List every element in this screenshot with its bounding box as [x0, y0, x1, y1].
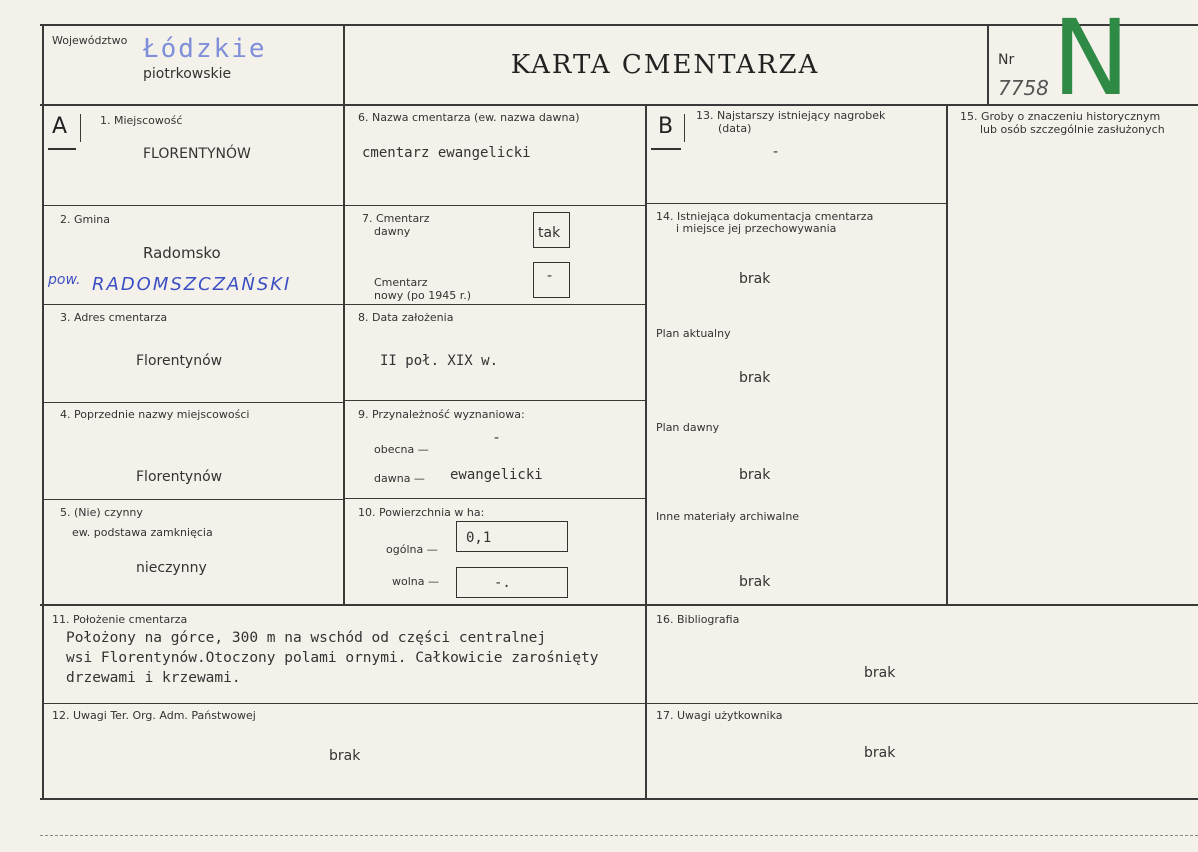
area-free-label: wolna —: [392, 575, 439, 588]
field-1-value: FLORENTYNÓW: [143, 146, 251, 162]
denomination-former-value: ewangelicki: [450, 467, 543, 483]
field-15-label: 15. Groby o znaczeniu historycznym: [960, 110, 1161, 123]
field-16-value: brak: [864, 665, 896, 681]
field-8-value: II poł. XIX w.: [380, 353, 499, 369]
field-5-value: nieczynny: [136, 560, 207, 576]
row-divider: [343, 304, 645, 305]
new-cemetery-value: -: [547, 268, 553, 284]
field-9-label: 9. Przynależność wyznaniowa:: [358, 408, 525, 421]
plan-old-value: brak: [739, 467, 771, 483]
field-7-label-2: dawny: [374, 225, 411, 238]
page-title: KARTA CMENTARZA: [510, 50, 820, 80]
field-12-label: 12. Uwagi Ter. Org. Adm. Państwowej: [52, 709, 256, 722]
voivodeship-stamp: Łódzkie: [143, 34, 267, 64]
field-6-label: 6. Nazwa cmentarza (ew. nazwa dawna): [358, 111, 580, 124]
footer-line: [40, 835, 1198, 836]
row-divider: [343, 400, 645, 401]
section-b-underline: [651, 148, 681, 150]
field-17-label: 17. Uwagi użytkownika: [656, 709, 783, 722]
field-14-label-2: i miejsce jej przechowywania: [676, 222, 837, 235]
area-total-label: ogólna —: [386, 543, 438, 556]
field-2-value: Radomsko: [143, 244, 221, 262]
field-13-label-2: (data): [718, 122, 752, 135]
field-13-value: -: [773, 144, 779, 160]
field-13-label: 13. Najstarszy istniejący nagrobek: [696, 109, 886, 122]
field-15-label-2: lub osób szczególnie zasłużonych: [980, 123, 1165, 136]
denomination-former-label: dawna —: [374, 472, 425, 485]
row-divider: [42, 205, 343, 206]
section-b-bar: [684, 114, 685, 142]
location-line-3: drzewami i krzewami.: [66, 670, 241, 686]
row-divider: [645, 203, 946, 204]
bottom-border: [40, 798, 1198, 800]
plan-current-label: Plan aktualny: [656, 327, 731, 340]
field-10-label: 10. Powierzchnia w ha:: [358, 506, 485, 519]
row-divider: [343, 498, 645, 499]
archive-materials-value: brak: [739, 574, 771, 590]
field-16-label: 16. Bibliografia: [656, 613, 740, 626]
voivodeship-old-value: piotrkowskie: [143, 66, 232, 82]
denomination-current-value: -: [494, 430, 500, 446]
section-a-marker: A: [52, 114, 68, 139]
col-divider-c: [946, 104, 948, 604]
col-divider-b: [645, 104, 647, 798]
plan-old-label: Plan dawny: [656, 421, 720, 434]
field-17-value: brak: [864, 745, 896, 761]
header-divider-2: [987, 24, 989, 104]
field-2-label: 2. Gmina: [60, 213, 110, 226]
county-prefix: pow.: [48, 272, 81, 288]
field-5-label: 5. (Nie) czynny: [60, 506, 143, 519]
row-divider: [42, 304, 343, 305]
area-total-value: 0,1: [466, 530, 492, 546]
field-4-value: Florentynów: [136, 469, 223, 485]
nr-value: 7758: [998, 76, 1049, 100]
section-b-marker: B: [658, 114, 674, 139]
field-4-label: 4. Poprzednie nazwy miejscowości: [60, 408, 250, 421]
nr-label: Nr: [998, 52, 1015, 68]
field-8-label: 8. Data założenia: [358, 311, 454, 324]
new-cemetery-label: Cmentarz: [374, 276, 428, 289]
left-border: [42, 24, 44, 800]
field-5-label-2: ew. podstawa zamknięcia: [72, 526, 213, 539]
archive-materials-label: Inne materiały archiwalne: [656, 510, 800, 523]
letter-mark: N: [1052, 0, 1130, 119]
denomination-current-label: obecna —: [374, 443, 429, 456]
field-1-label: 1. Miejscowość: [100, 114, 183, 127]
field-7-label: 7. Cmentarz: [362, 212, 430, 225]
old-cemetery-value: tak: [538, 225, 561, 241]
field-3-value: Florentynów: [136, 353, 223, 369]
new-cemetery-label-2: nowy (po 1945 r.): [374, 289, 471, 302]
col-divider-a: [343, 104, 345, 604]
section-a-bar: [80, 114, 81, 142]
field-12-value: brak: [329, 748, 361, 764]
area-free-value: -.: [494, 575, 511, 591]
field-6-value: cmentarz ewangelicki: [362, 145, 531, 161]
field-14-label: 14. Istniejąca dokumentacja cmentarza: [656, 210, 874, 223]
row-divider: [343, 205, 645, 206]
top-border: [40, 24, 1198, 26]
row-divider: [42, 402, 343, 403]
location-line-2: wsi Florentynów.Otoczony polami ornymi. Całkowicie zarośnięty: [66, 650, 599, 666]
field-14-value: brak: [739, 271, 771, 287]
field-11-label: 11. Położenie cmentarza: [52, 613, 188, 626]
row-divider: [42, 499, 343, 500]
area-free-box: [456, 567, 568, 598]
county-value: RADOMSZCZAŃSKI: [92, 274, 292, 295]
mid-border: [40, 604, 1198, 606]
location-line-1: Położony na górce, 300 m na wschód od części centralnej: [66, 630, 547, 646]
plan-current-value: brak: [739, 370, 771, 386]
header-bottom-border: [40, 104, 1198, 106]
voivodeship-label: Województwo: [52, 34, 128, 47]
section-a-underline: [48, 148, 76, 150]
field-3-label: 3. Adres cmentarza: [60, 311, 168, 324]
row-divider: [42, 703, 1198, 704]
